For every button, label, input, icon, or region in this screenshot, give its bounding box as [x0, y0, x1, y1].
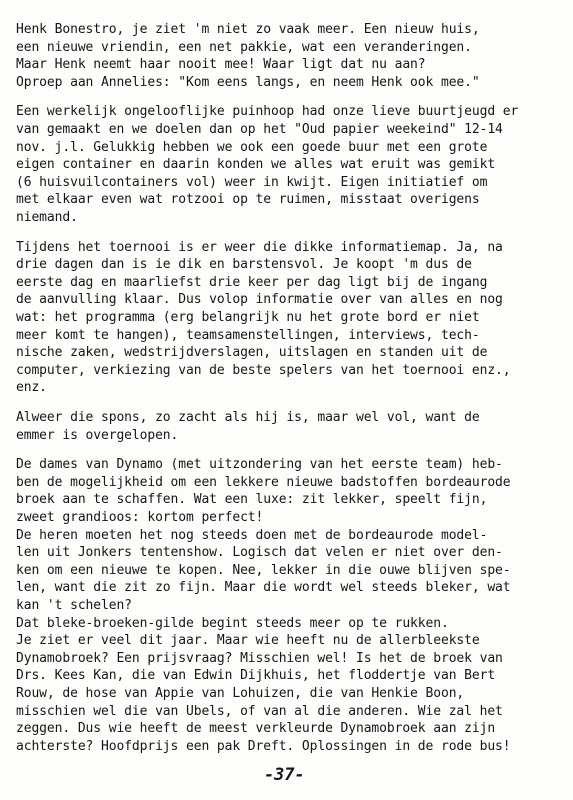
- text-line: drie dagen dan is ie dik en barstensvol. Je koopt 'm dus de: [16, 257, 472, 272]
- text-line: ken om een nieuwe te kopen. Nee, lekker in die ouwe blijven spe-: [16, 563, 511, 578]
- text-line: eigen container en daarin konden we alles wat eruit was gemikt: [16, 157, 496, 172]
- text-line: Alweer die spons, zo zacht als hij is, maar wel vol, want de: [16, 410, 480, 425]
- text-line: emmer is overgelopen.: [16, 428, 179, 443]
- text-line: wat: het programma (erg belangrijk nu het grote bord er niet: [16, 310, 480, 325]
- page-number: -37-: [264, 765, 305, 785]
- text-line: De dames van Dynamo (met uitzondering van het eerste team) heb-: [16, 457, 503, 472]
- text-line: nov. j.l. Gelukkig hebben we ook een goede buur met een grote: [16, 140, 488, 155]
- text-line: Tijdens het toernooi is er weer die dikke informatiemap. Ja, na: [16, 240, 503, 255]
- text-line: van gemaakt en we doelen dan op het "Oud papier weekeind" 12-14: [16, 122, 503, 137]
- text-line: computer, verkiezing van de beste spelers van het toernooi enz.,: [16, 363, 511, 378]
- text-line: Maar Henk neemt haar nooit mee! Waar ligt dat nu aan?: [16, 57, 426, 72]
- text-line: zweet grandioos: kortom perfect!: [16, 510, 264, 525]
- text-line: kan 't schelen?: [16, 598, 132, 613]
- text-line: eerste dag en maarliefst drie keer per dag ligt bij de ingang: [16, 275, 488, 290]
- text-line: meer komt te hangen), teamsamenstellingen, interviews, tech-: [16, 328, 480, 343]
- text-line: De heren moeten het nog steeds doen met de bordeaurode model-: [16, 528, 488, 543]
- text-line: nische zaken, wedstrijdverslagen, uitslagen en standen uit de: [16, 345, 488, 360]
- text-line: Dynamobroek? Een prijsvraag? Misschien wel! Is het de broek van: [16, 651, 503, 666]
- text-line: ben de mogelijkheid om een lekkere nieuwe badstoffen bordeaurode: [16, 475, 511, 490]
- text-line: een nieuwe vriendin, een net pakkie, wat een veranderingen.: [16, 40, 472, 55]
- text-line: len uit Jonkers tentenshow. Logisch dat velen er niet over den-: [16, 545, 503, 560]
- text-line: Oproep aan Annelies: "Kom eens langs, en neem Henk ook mee.": [16, 75, 480, 90]
- text-line: de aanvulling klaar. Dus volop informatie over van alles en nog: [16, 292, 503, 307]
- text-line: misschien wel die van Ubels, of van al die anderen. Wie zal het: [16, 704, 503, 719]
- text-line: broek aan te schaffen. Wat een luxe: zit lekker, speelt fijn,: [16, 492, 488, 507]
- text-line: niemand.: [16, 210, 78, 225]
- text-line: Je ziet er veel dit jaar. Maar wie heeft nu de allerbleekste: [16, 633, 480, 648]
- text-line: Drs. Kees Kan, die van Edwin Dijkhuis, het floddertje van Bert: [16, 668, 496, 683]
- text-line: (6 huisvuilcontainers vol) weer in kwijt. Eigen initiatief om: [16, 175, 488, 190]
- text-line: enz.: [16, 380, 47, 395]
- text-line: met elkaar even wat rotzooi op te ruimen, misstaat overigens: [16, 192, 480, 207]
- text-line: Een werkelijk ongelooflijke puinhoop had onze lieve buurtjeugd er: [16, 104, 519, 119]
- text-line: Henk Bonestro, je ziet 'm niet zo vaak meer. Een nieuw huis,: [16, 22, 480, 37]
- text-line: zeggen. Dus wie heeft de meest verkleurde Dynamobroek aan zijn: [16, 721, 496, 736]
- text-line: achterste? Hoofdprijs een pak Dreft. Oplossingen in de rode bus!: [16, 739, 511, 754]
- text-line: Dat bleke-broeken-gilde begint steeds meer op te rukken.: [16, 616, 449, 631]
- text-line: Rouw, de hose van Appie van Lohuizen, die van Henkie Boon,: [16, 686, 465, 701]
- text-line: len, want die zit zo fijn. Maar die wordt wel steeds bleker, wat: [16, 580, 511, 595]
